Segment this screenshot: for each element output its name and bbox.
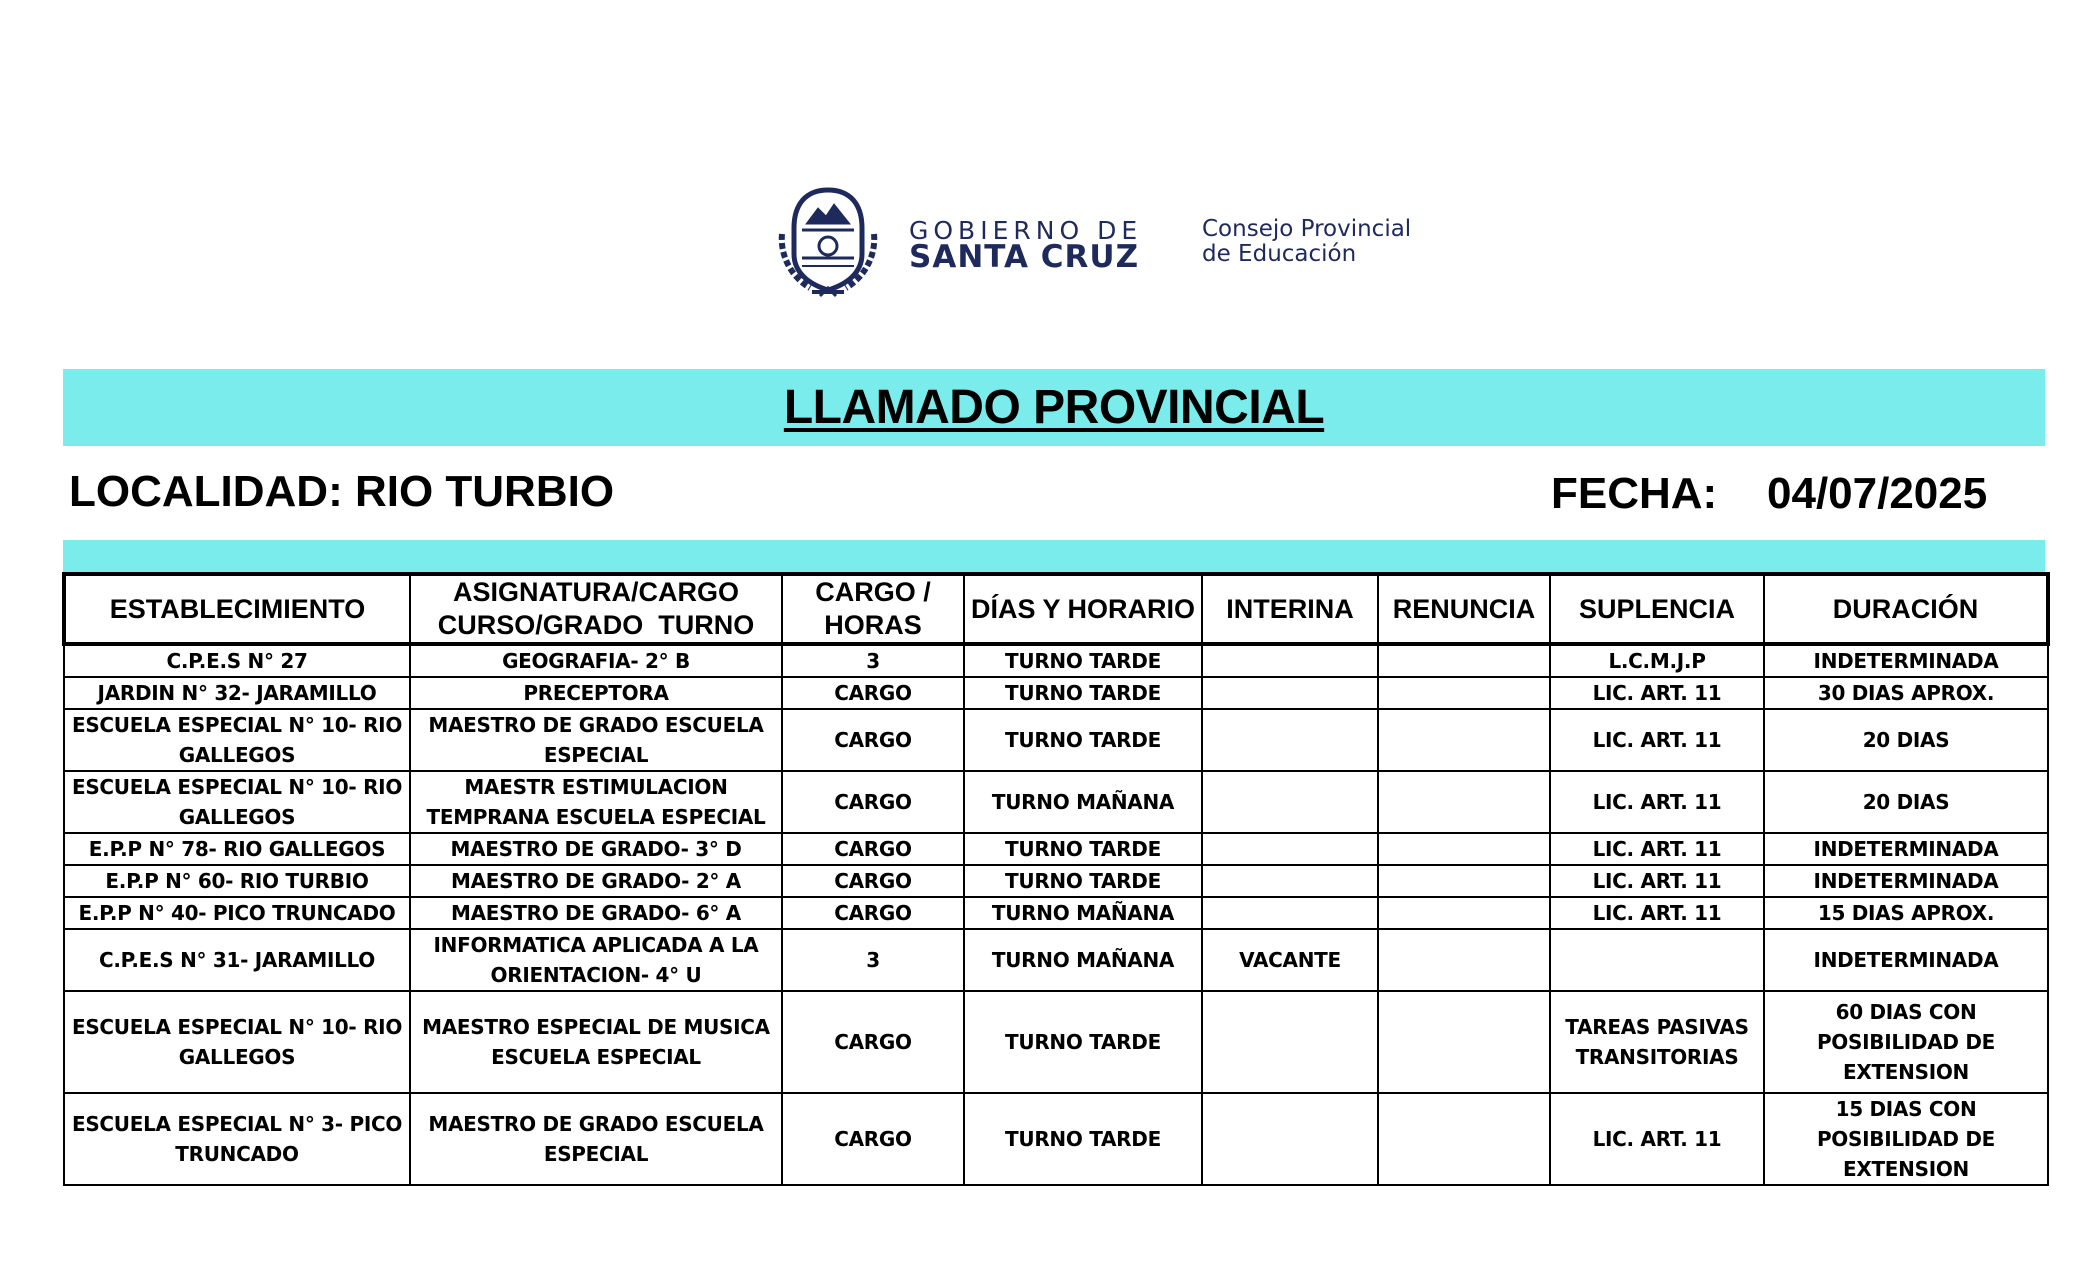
cell-renuncia <box>1378 644 1550 677</box>
cell-suplencia: LIC. ART. 11 <box>1550 865 1764 897</box>
cell-establecimiento: ESCUELA ESPECIAL N° 3- PICO TRUNCADO <box>64 1093 410 1185</box>
table-row <box>64 709 2048 771</box>
gov-line2: SANTA CRUZ <box>909 239 1140 275</box>
cell-dias: TURNO TARDE <box>964 677 1202 709</box>
cell-suplencia: TAREAS PASIVAS TRANSITORIAS <box>1550 991 1764 1093</box>
cell-dias: TURNO TARDE <box>964 709 1202 771</box>
cell-duracion: 20 DIAS <box>1764 771 2048 833</box>
cell-cargo: 3 <box>782 644 964 677</box>
cell-asignatura: MAESTRO DE GRADO- 2° A <box>410 865 782 897</box>
table-row <box>64 929 2048 991</box>
cell-duracion: INDETERMINADA <box>1764 833 2048 865</box>
cell-interina <box>1202 1093 1378 1185</box>
table-row <box>64 1093 2048 1185</box>
cell-duracion: 20 DIAS <box>1764 709 2048 771</box>
page-title: LLAMADO PROVINCIAL <box>783 381 1325 434</box>
cell-suplencia: LIC. ART. 11 <box>1550 833 1764 865</box>
cell-suplencia: LIC. ART. 11 <box>1550 709 1764 771</box>
cell-suplencia: L.C.M.J.P <box>1550 644 1764 677</box>
cell-asignatura: MAESTRO DE GRADO ESCUELA ESPECIAL <box>410 1093 782 1185</box>
cell-interina <box>1202 644 1378 677</box>
cell-establecimiento: ESCUELA ESPECIAL N° 10- RIO GALLEGOS <box>64 709 410 771</box>
cell-duracion: 15 DIAS CON POSIBILIDAD DE EXTENSION <box>1764 1093 2048 1185</box>
localidad: LOCALIDAD: RIO TURBIO <box>69 467 615 516</box>
col-cargo-line2: HORAS <box>824 610 922 640</box>
cell-renuncia <box>1378 709 1550 771</box>
col-duracion: DURACIÓN <box>1764 574 2048 644</box>
col-renuncia: RENUNCIA <box>1378 574 1550 644</box>
cell-cargo: CARGO <box>782 771 964 833</box>
cell-suplencia: LIC. ART. 11 <box>1550 897 1764 929</box>
cell-suplencia: LIC. ART. 11 <box>1550 771 1764 833</box>
cell-dias: TURNO TARDE <box>964 644 1202 677</box>
cell-asignatura: INFORMATICA APLICADA A LA ORIENTACION- 4° U <box>410 929 782 991</box>
consejo-line2: de Educación <box>1202 241 1357 267</box>
table-row <box>64 865 2048 897</box>
cell-cargo: CARGO <box>782 677 964 709</box>
cell-duracion: INDETERMINADA <box>1764 929 2048 991</box>
cell-cargo: CARGO <box>782 1093 964 1185</box>
cell-duracion: 60 DIAS CON POSIBILIDAD DE EXTENSION <box>1764 991 2048 1093</box>
cell-duracion: INDETERMINADA <box>1764 644 2048 677</box>
cell-duracion: 15 DIAS APROX. <box>1764 897 2048 929</box>
cell-renuncia <box>1378 991 1550 1093</box>
cell-establecimiento: C.P.E.S N° 31- JARAMILLO <box>64 929 410 991</box>
cell-renuncia <box>1378 1093 1550 1185</box>
cell-renuncia <box>1378 929 1550 991</box>
cell-interina <box>1202 865 1378 897</box>
cell-establecimiento: E.P.P N° 78- RIO GALLEGOS <box>64 833 410 865</box>
col-interina: INTERINA <box>1202 574 1378 644</box>
cell-suplencia: LIC. ART. 11 <box>1550 1093 1764 1185</box>
fecha-value: 04/07/2025 <box>1767 469 1988 518</box>
cell-interina <box>1202 833 1378 865</box>
cell-dias: TURNO MAÑANA <box>964 897 1202 929</box>
positions-table <box>62 572 2050 1186</box>
col-cargo-line1: CARGO / <box>815 577 931 607</box>
cell-cargo: CARGO <box>782 991 964 1093</box>
cell-dias: TURNO TARDE <box>964 833 1202 865</box>
cell-interina <box>1202 709 1378 771</box>
cell-asignatura: PRECEPTORA <box>410 677 782 709</box>
cell-suplencia: LIC. ART. 11 <box>1550 677 1764 709</box>
cell-establecimiento: ESCUELA ESPECIAL N° 10- RIO GALLEGOS <box>64 991 410 1093</box>
cell-asignatura: MAESTRO ESPECIAL DE MUSICA ESCUELA ESPECIAL <box>410 991 782 1093</box>
cell-asignatura: MAESTRO DE GRADO- 3° D <box>410 833 782 865</box>
cell-cargo: 3 <box>782 929 964 991</box>
cell-duracion: 30 DIAS APROX. <box>1764 677 2048 709</box>
cell-cargo: CARGO <box>782 833 964 865</box>
cell-renuncia <box>1378 865 1550 897</box>
consejo-name <box>1202 217 1411 267</box>
cell-establecimiento: JARDIN N° 32- JARAMILLO <box>64 677 410 709</box>
cell-duracion: INDETERMINADA <box>1764 865 2048 897</box>
cell-interina <box>1202 897 1378 929</box>
divider-band <box>63 540 2045 572</box>
table-row <box>64 897 2048 929</box>
col-asignatura-line2: CURSO/GRADO TURNO <box>437 610 755 640</box>
cell-establecimiento: E.P.P N° 60- RIO TURBIO <box>64 865 410 897</box>
fecha-label: FECHA: <box>1551 469 1718 518</box>
col-asignatura <box>410 574 782 644</box>
cell-asignatura: MAESTR ESTIMULACION TEMPRANA ESCUELA ESPECIAL <box>410 771 782 833</box>
provincial-seal-icon <box>772 184 884 300</box>
table-row <box>64 644 2048 677</box>
col-establecimiento: ESTABLECIMIENTO <box>64 574 410 644</box>
cell-dias: TURNO TARDE <box>964 1093 1202 1185</box>
cell-establecimiento: C.P.E.S N° 27 <box>64 644 410 677</box>
cell-renuncia <box>1378 771 1550 833</box>
header-logo <box>772 182 1442 302</box>
consejo-line1: Consejo Provincial <box>1202 216 1412 242</box>
cell-interina <box>1202 771 1378 833</box>
cell-interina <box>1202 677 1378 709</box>
cell-asignatura: MAESTRO DE GRADO ESCUELA ESPECIAL <box>410 709 782 771</box>
cell-interina <box>1202 991 1378 1093</box>
location-date-row <box>63 465 2045 525</box>
cell-asignatura: GEOGRAFIA- 2° B <box>410 644 782 677</box>
cell-asignatura: MAESTRO DE GRADO- 6° A <box>410 897 782 929</box>
cell-interina: VACANTE <box>1202 929 1378 991</box>
cell-renuncia <box>1378 677 1550 709</box>
col-asignatura-line1: ASIGNATURA/CARGO <box>453 577 739 607</box>
table-row <box>64 991 2048 1093</box>
cell-establecimiento: ESCUELA ESPECIAL N° 10- RIO GALLEGOS <box>64 771 410 833</box>
cell-dias: TURNO MAÑANA <box>964 929 1202 991</box>
table-row <box>64 677 2048 709</box>
table-row <box>64 833 2048 865</box>
col-suplencia: SUPLENCIA <box>1550 574 1764 644</box>
cell-dias: TURNO TARDE <box>964 991 1202 1093</box>
col-cargo <box>782 574 964 644</box>
gov-line1: GOBIERNO DE <box>909 216 1143 245</box>
cell-renuncia <box>1378 897 1550 929</box>
cell-dias: TURNO TARDE <box>964 865 1202 897</box>
cell-renuncia <box>1378 833 1550 865</box>
cell-suplencia <box>1550 929 1764 991</box>
cell-dias: TURNO MAÑANA <box>964 771 1202 833</box>
cell-establecimiento: E.P.P N° 40- PICO TRUNCADO <box>64 897 410 929</box>
cell-cargo: CARGO <box>782 865 964 897</box>
cell-cargo: CARGO <box>782 709 964 771</box>
table-header <box>64 574 2048 644</box>
table-row <box>64 771 2048 833</box>
col-dias: DÍAS Y HORARIO <box>964 574 1202 644</box>
cell-cargo: CARGO <box>782 897 964 929</box>
title-band <box>63 369 2045 446</box>
